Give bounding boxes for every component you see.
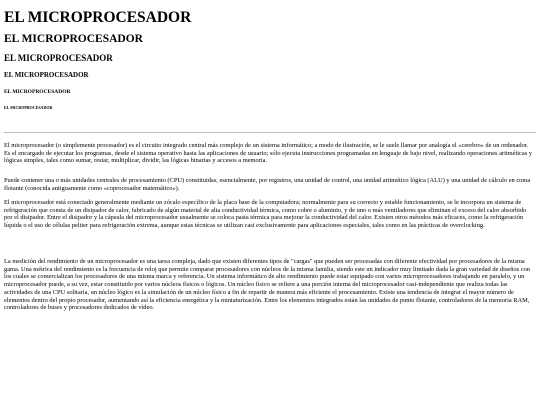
paragraph-cooling: El microprocesador está conectado generalmente mediante un zócalo específico de la placa base de la computadora; normalmente para su correcto y estable funcionamiento, se le incorpora un sistema de refrigeración que consta de un disipador de calor, fabricado de algún material de alta conductividad térmica, como cobre o aluminio, y de uno o más ventiladores que eliminan el exceso del calor absorbido por el disipador. Entre el disipador y la cápsula del microprocesador usualmente se coloca pasta térmica para mejorar la conductividad del calor. Existen otros métodos más eficaces, como la refrigeración líquida o el uso de células peltier para refrigeración extrema, aunque estas técnicas se utilizan casi exclusivamente para aplicaciones especiales, tales como en las prácticas de overclocking. — [4, 199, 527, 230]
heading-level-2: EL MICROPROCESADOR — [4, 33, 143, 45]
paragraph-intro-line-2: Es el encargado de ejecutar los programas, desde el sistema operativo hasta las aplicaciones de usuario; sólo ejecuta instrucciones programadas en lenguaje de bajo nivel, realizando operaciones aritméticas y lógicas simples, tales como sumar, restar, multiplicar, dividir, las lógicas binarias y accesos a memoria. — [4, 149, 532, 165]
heading-level-6: EL MICROPROCESADOR — [4, 105, 53, 110]
paragraph-cpu-units: Puede contener una o más unidades centrales de procesamiento (CPU) constituidas, esencialmente, por registros, una unidad de control, una unidad aritmético lógica (ALU) y una unidad de cálculo en coma flotante (conocida antiguamente como «coprocesador matemático»). — [4, 177, 531, 192]
heading-level-3: EL MICROPROCESADOR — [4, 53, 113, 63]
heading-level-4: EL MICROPROCESADOR — [4, 71, 89, 79]
horizontal-divider — [4, 132, 536, 133]
heading-level-5: EL MICROPROCESADOR — [4, 89, 71, 95]
paragraph-performance: La medición del rendimiento de un microprocesador es una tarea compleja, dado que existen diferentes tipos de "cargas" que pueden ser procesadas con diferente efectividad por procesadores de la misma gama. Una métrica del rendimiento es la frecuencia de reloj que permite comparar procesadores con núcleos de la misma familia, siendo este un indicador muy limitado dada la gran variedad de diseños con los cuales se comercializan los procesadores de una misma marca y referencia. Un sistema informático de alto rendimiento puede estar equipado con varios microprocesadores trabajando en paralelo, y un microprocesador puede, a su vez, estar constituido por varios núcleos físicos o lógicos. Un núcleo físico se refiere a una porción interna del microprocesador casi-independiente que realiza todas las actividades de una CPU solitaria, un núcleo lógico es la simulación de un núcleo físico a fin de repartir de manera más eficiente el procesamiento. Existe una tendencia de integrar el mayor número de elementos dentro del propio procesador, aumentando así la eficiencia energética y la miniaturización. Entre los elementos integrados están las unidades de punto flotante, controladores de la memoria RAM, controladores de buses y procesadores dedicados de vídeo. — [4, 258, 530, 312]
heading-level-1: EL MICROPROCESADOR — [4, 9, 192, 26]
paragraph-intro — [4, 142, 536, 165]
paragraph-intro-line-1: El microprocesador (o simplemente procesador) es el circuito integrado central más complejo de un sistema informático; a modo de ilustración, se le suele llamar por analogía el «cerebro» de un ordenador. — [4, 142, 529, 149]
